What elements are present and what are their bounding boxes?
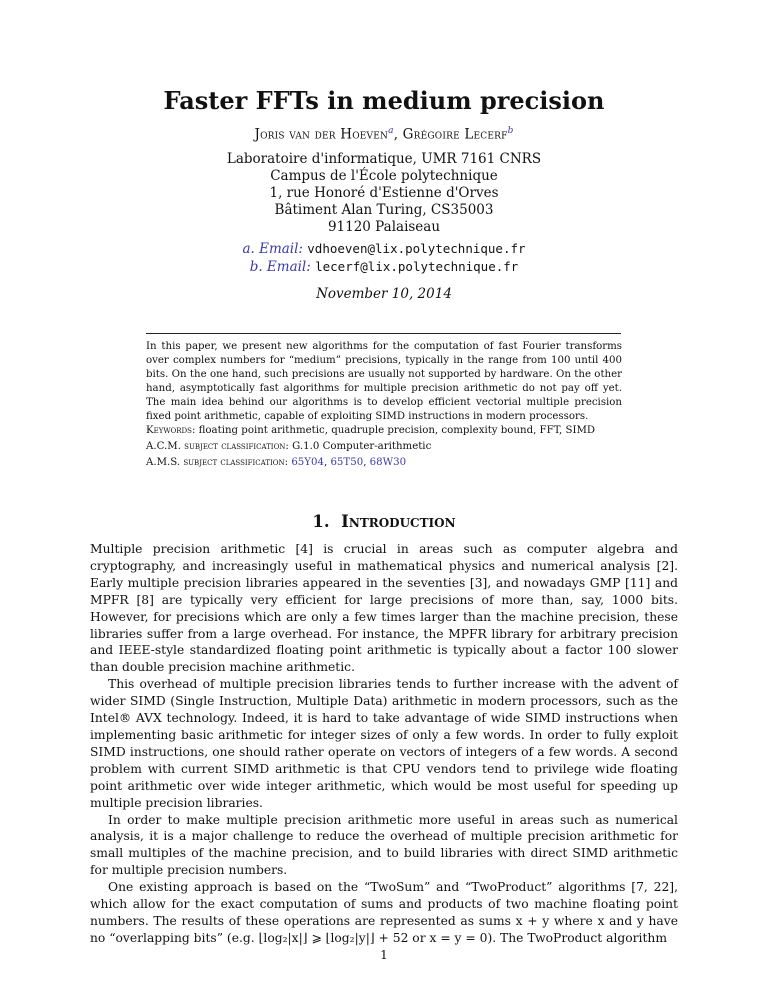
abstract-rule <box>146 333 621 334</box>
body-text <box>90 541 678 947</box>
paper-title: Faster FFTs in medium precision <box>163 86 605 115</box>
ams-line: A.M.S. subject classification: 65Y04, 65T50, 68W30 <box>146 457 407 468</box>
email-address[interactable]: lecerf@lix.polytechnique.fr <box>315 259 519 274</box>
keywords-line <box>146 425 622 436</box>
affiliation-line: Campus de l'École polytechnique <box>270 168 498 184</box>
body-paragraph: This overhead of multiple precision libraries tends to further increase with the advent of wider SIMD (Single Instruction, Multiple Data) arithmetic in modern processors, such as the Intel® AVX technology. Indeed, it is hard to take advantage of wide SIMD instructions when implementing basic arithmetic for integer sizes of only a few words. In order to fully exploit SIMD instructions, one should rather operate on vectors of integers of a few words. A second problem with current SIMD arithmetic is that CPU vendors tend to privilege wide floating point arithmetic over wide integer arithmetic, which would be most useful for speeding up multiple precision libraries. <box>90 677 678 810</box>
author-2-mark: b <box>507 126 514 136</box>
page-number: 1 <box>380 948 388 962</box>
acm-label: A.C.M. subject classification: <box>146 441 289 452</box>
email-line <box>0 240 768 258</box>
body-paragraph: One existing approach is based on the “TwoSum” and “TwoProduct” algorithms [7, 22], which allow for the exact computation of sums and products of two machine floating point numbers. The results of these operations are represented as sums x + y where x and y have no “overlapping bits” (e.g. ⌊log₂|x|⌋ ⩾ ⌊log₂|y|⌋ + 52 or x = y = 0). The TwoProduct algorithm <box>90 880 678 945</box>
author-2: Grégoire Lecerf <box>402 126 508 143</box>
keywords-text: floating point arithmetic, quadruple precision, complexity bound, FFT, SIMD <box>195 425 596 436</box>
affiliation-line: 91120 Palaiseau <box>327 219 441 235</box>
body-paragraph: Multiple precision arithmetic [4] is crucial in areas such as computer algebra and cryptography, and increasingly useful in mathematical physics and numerical analysis [2]. Early multiple precision libraries appeared in the seventies [3], and nowadays GMP [11] and MPFR [8] are typically very efficient for large precisions of more than, say, 1000 bits. However, for precisions which are only a few times larger than the machine precision, these libraries suffer from a large overhead. For instance, the MPFR library for arbitrary precision and IEEE-style standardized floating point arithmetic is typically about a factor 100 slower than double precision machine arithmetic. <box>90 542 678 675</box>
author-line <box>0 126 768 143</box>
email-address[interactable]: vdhoeven@lix.polytechnique.fr <box>307 241 526 256</box>
author-1-mark: a <box>388 126 394 136</box>
email-label: b. Email: <box>249 259 311 275</box>
author-1: Joris van der Hoeven <box>254 126 389 143</box>
section-heading <box>0 512 768 531</box>
affiliation-line: Bâtiment Alan Turing, CS35003 <box>274 202 494 218</box>
ams-code-link[interactable]: 65Y04 <box>291 457 324 468</box>
abstract: In this paper, we present new algorithms for the computation of fast Fourier transforms over complex numbers for “medium” precisions, typically in the range from 100 until 400 bits. On the one hand, such precisions are usually not supported by hardware. On the other hand, asymptotically fast algorithms for multiple precision arithmetic do not pay off yet. The main idea behind our algorithms is to develop efficient vectorial multiple precision fixed point arithmetic, capable of exploiting SIMD instructions in modern processors. <box>146 341 622 422</box>
date: November 10, 2014 <box>316 286 452 302</box>
body-paragraph: In order to make multiple precision arithmetic more useful in areas such as numerical analysis, it is a major challenge to reduce the overhead of multiple precision arithmetic for small multiples of the machine precision, and to build libraries with direct SIMD arithmetic for multiple precision numbers. <box>90 812 678 878</box>
keywords-label: Keywords: <box>146 425 196 436</box>
acm-text: G.1.0 Computer-arithmetic <box>288 441 432 452</box>
ams-code-link[interactable]: 65T50 <box>330 457 364 468</box>
ams-label: A.M.S. subject classification: <box>146 457 289 468</box>
affiliation-line: Laboratoire d'informatique, UMR 7161 CNRS <box>226 151 542 167</box>
email-line <box>0 258 768 276</box>
acm-line <box>146 441 622 452</box>
affiliation-block <box>0 151 768 236</box>
section-title: Introduction <box>341 512 456 531</box>
section-number: 1. <box>312 512 330 531</box>
ams-code-link[interactable]: 68W30 <box>369 457 407 468</box>
author-separator: , <box>393 126 403 143</box>
email-label: a. Email: <box>242 241 303 257</box>
affiliation-line: 1, rue Honoré d'Estienne d'Orves <box>269 185 499 201</box>
email-block <box>0 240 768 276</box>
